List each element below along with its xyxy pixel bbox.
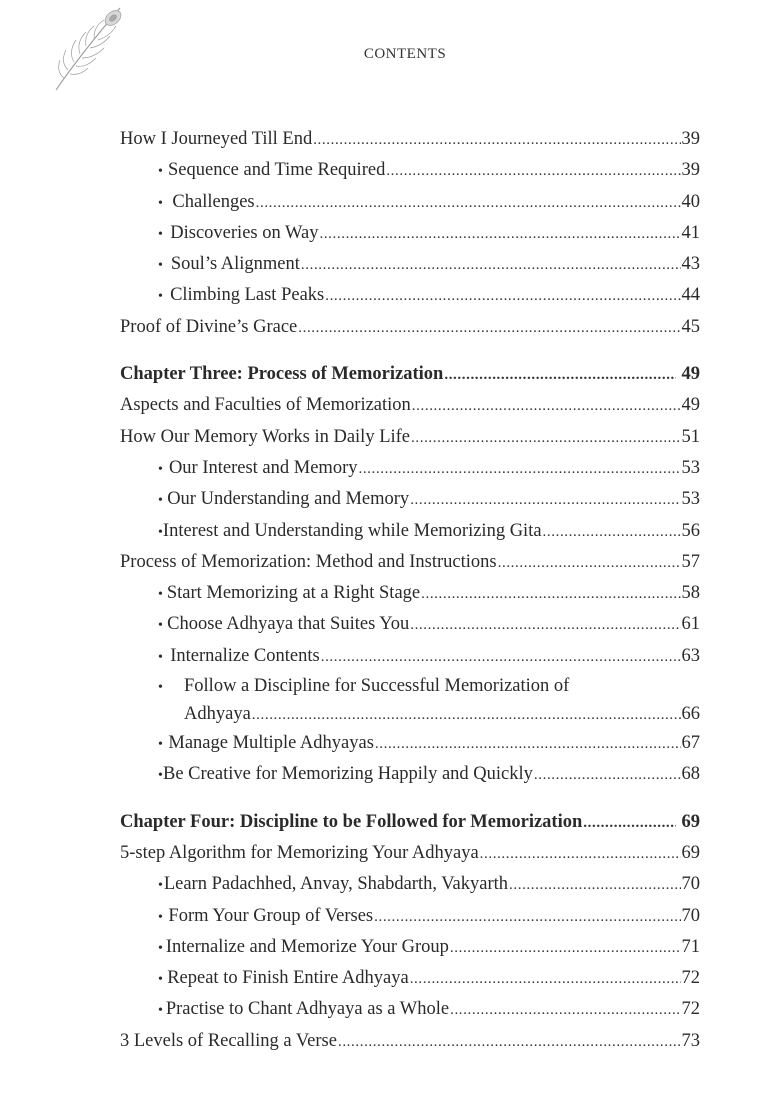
bullet-icon: • (158, 164, 163, 180)
entry-title: 5-step Algorithm for Memorizing Your Adhyaya (120, 842, 479, 863)
page-number: 69 (681, 811, 700, 832)
toc-subsection-entry[interactable] (120, 578, 700, 609)
page-number: 39 (681, 129, 700, 149)
entry-title: Choose Adhyaya that Suites You (167, 614, 410, 635)
dot-leader (410, 610, 680, 641)
page-number: 72 (681, 999, 700, 1020)
page-number: 69 (681, 842, 700, 863)
entry-title: Internalize and Memorize Your Group (165, 936, 449, 957)
dot-leader (321, 642, 681, 673)
toc-subsection-entry[interactable] (120, 994, 700, 1025)
page-number: 56 (681, 520, 700, 541)
toc-chapter-entry[interactable] (120, 359, 700, 390)
page-number: 71 (681, 936, 700, 957)
bullet-icon: • (158, 226, 163, 242)
toc-subsection-entry[interactable] (120, 869, 700, 900)
dot-leader (583, 808, 675, 839)
dot-leader (375, 729, 681, 760)
entry-title: Chapter Three: Process of Memorization (120, 364, 444, 385)
bullet-icon: • (158, 878, 163, 894)
page-number: 49 (681, 364, 700, 385)
bullet-icon: • (158, 587, 163, 603)
page-number: 45 (681, 316, 700, 337)
toc-section-entry[interactable] (120, 838, 700, 869)
page-number: 51 (681, 426, 700, 447)
dot-leader (313, 125, 680, 156)
bullet-icon: • (158, 768, 163, 784)
page-number: 73 (681, 1030, 700, 1051)
entry-title: Internalize Contents (170, 645, 320, 666)
toc-subsection-entry[interactable] (120, 609, 700, 640)
dot-leader (298, 313, 680, 344)
dot-leader (374, 902, 680, 933)
toc-subsection-entry[interactable] (120, 484, 700, 515)
bullet-icon: • (158, 737, 163, 753)
entry-title: Follow a Discipline for Successful Memorization of (184, 676, 570, 697)
dot-leader (450, 995, 680, 1026)
toc-subsection-entry[interactable] (120, 280, 700, 311)
entry-title: Process of Memorization: Method and Instructions (120, 551, 497, 572)
page-number: 58 (681, 583, 700, 604)
toc-subsection-entry[interactable] (120, 453, 700, 484)
toc-subsection-entry[interactable] (120, 728, 700, 759)
dot-leader (498, 548, 681, 579)
toc-subsection-entry[interactable] (120, 155, 700, 186)
toc-subsection-entry[interactable] (120, 516, 700, 547)
toc-section-entry[interactable] (120, 422, 700, 453)
entry-title: Practise to Chant Adhyaya as a Whole (165, 999, 450, 1020)
dot-leader (411, 423, 680, 454)
bullet-icon: • (158, 1003, 163, 1019)
entry-title: Chapter Four: Discipline to be Followed for Memorization (120, 811, 583, 832)
page-number: 70 (681, 905, 700, 926)
entry-title: Soul’s Alignment (170, 254, 300, 275)
page-number: 70 (681, 874, 700, 895)
toc-section-entry[interactable] (120, 390, 700, 421)
page-number: 43 (681, 254, 700, 275)
bullet-icon: • (158, 909, 163, 925)
page-number: 53 (681, 489, 700, 510)
toc-subsection-entry[interactable] (120, 641, 700, 672)
entry-title: Form Your Group of Verses (168, 905, 374, 926)
entry-title: Start Memorizing at a Right Stage (166, 583, 421, 604)
toc-subsection-entry[interactable] (120, 901, 700, 932)
toc-subsection-entry[interactable] (120, 759, 700, 790)
bullet-icon: • (158, 524, 163, 540)
entry-title: Our Understanding and Memory (167, 489, 410, 510)
dot-leader (410, 964, 681, 995)
page-number: 61 (681, 614, 700, 635)
bullet-icon: • (158, 940, 163, 956)
entry-title-continued: Adhyaya (184, 704, 251, 725)
dot-leader (543, 517, 681, 548)
page-number: 40 (681, 191, 700, 212)
dot-leader (534, 760, 681, 791)
dot-leader (319, 219, 680, 250)
entry-title: Proof of Divine’s Grace (120, 316, 298, 337)
page-number: 72 (681, 968, 700, 989)
dot-leader (480, 839, 681, 870)
toc-subsection-entry[interactable] (120, 249, 700, 280)
entry-title: Learn Padachhed, Anvay, Shabdarth, Vakyarth (163, 874, 509, 895)
dot-leader (410, 485, 680, 516)
bullet-icon: • (158, 461, 163, 477)
toc-section-entry[interactable] (120, 312, 700, 343)
bullet-icon: • (158, 258, 163, 274)
page-number: 39 (681, 160, 700, 181)
dot-leader (386, 156, 680, 187)
toc-subsection-entry[interactable] (120, 218, 700, 249)
dot-leader (444, 360, 675, 391)
entry-title: Climbing Last Peaks (170, 285, 325, 306)
toc-section-entry[interactable] (120, 124, 700, 155)
entry-title: Challenges (172, 191, 255, 212)
entry-title: Our Interest and Memory (168, 457, 358, 478)
page-number: 66 (681, 704, 700, 725)
dot-leader (338, 1027, 681, 1058)
page-number: 67 (681, 733, 700, 754)
dot-leader (325, 281, 680, 312)
toc-section-entry[interactable] (120, 547, 700, 578)
bullet-icon: • (158, 618, 163, 634)
bullet-icon: • (158, 289, 163, 305)
page-number: 53 (681, 457, 700, 478)
dot-leader (256, 188, 681, 219)
entry-title: How Our Memory Works in Daily Life (120, 426, 411, 447)
dot-leader (358, 454, 680, 485)
entry-title: Sequence and Time Required (167, 160, 386, 181)
toc-subsection-entry[interactable] (120, 672, 700, 728)
entry-title: Aspects and Faculties of Memorization (120, 395, 411, 416)
dot-leader (509, 870, 680, 901)
entry-title: Interest and Understanding while Memorizing Gita (162, 520, 542, 541)
bullet-icon: • (158, 493, 163, 509)
page-number: 49 (681, 395, 700, 416)
entry-title: 3 Levels of Recalling a Verse (120, 1030, 337, 1051)
toc-section-entry[interactable] (120, 1026, 700, 1057)
dot-leader (450, 933, 681, 964)
toc-chapter-entry[interactable] (120, 807, 700, 838)
dot-leader (301, 250, 681, 281)
bullet-icon: • (158, 680, 163, 696)
page-number: 57 (681, 551, 700, 572)
entry-title: Discoveries on Way (170, 222, 319, 243)
page-number: 68 (681, 764, 700, 785)
page-number: 44 (681, 285, 700, 306)
page-number: 63 (681, 645, 700, 666)
toc-subsection-entry[interactable] (120, 187, 700, 218)
entry-title: Manage Multiple Adhyayas (168, 733, 374, 754)
dot-leader (252, 701, 681, 729)
bullet-icon: • (158, 195, 163, 211)
dot-leader (421, 579, 680, 610)
toc-subsection-entry[interactable] (120, 932, 700, 963)
entry-title: How I Journeyed Till End (120, 129, 313, 149)
page-number: 41 (681, 222, 700, 243)
entry-title: Repeat to Finish Entire Adhyaya (167, 968, 409, 989)
bullet-icon: • (158, 649, 163, 665)
bullet-icon: • (158, 972, 163, 988)
toc-subsection-entry[interactable] (120, 963, 700, 994)
dot-leader (412, 391, 681, 422)
page-title: CONTENTS (363, 46, 447, 62)
table-of-contents (120, 124, 700, 1057)
entry-title: Be Creative for Memorizing Happily and Quickly (162, 764, 533, 785)
